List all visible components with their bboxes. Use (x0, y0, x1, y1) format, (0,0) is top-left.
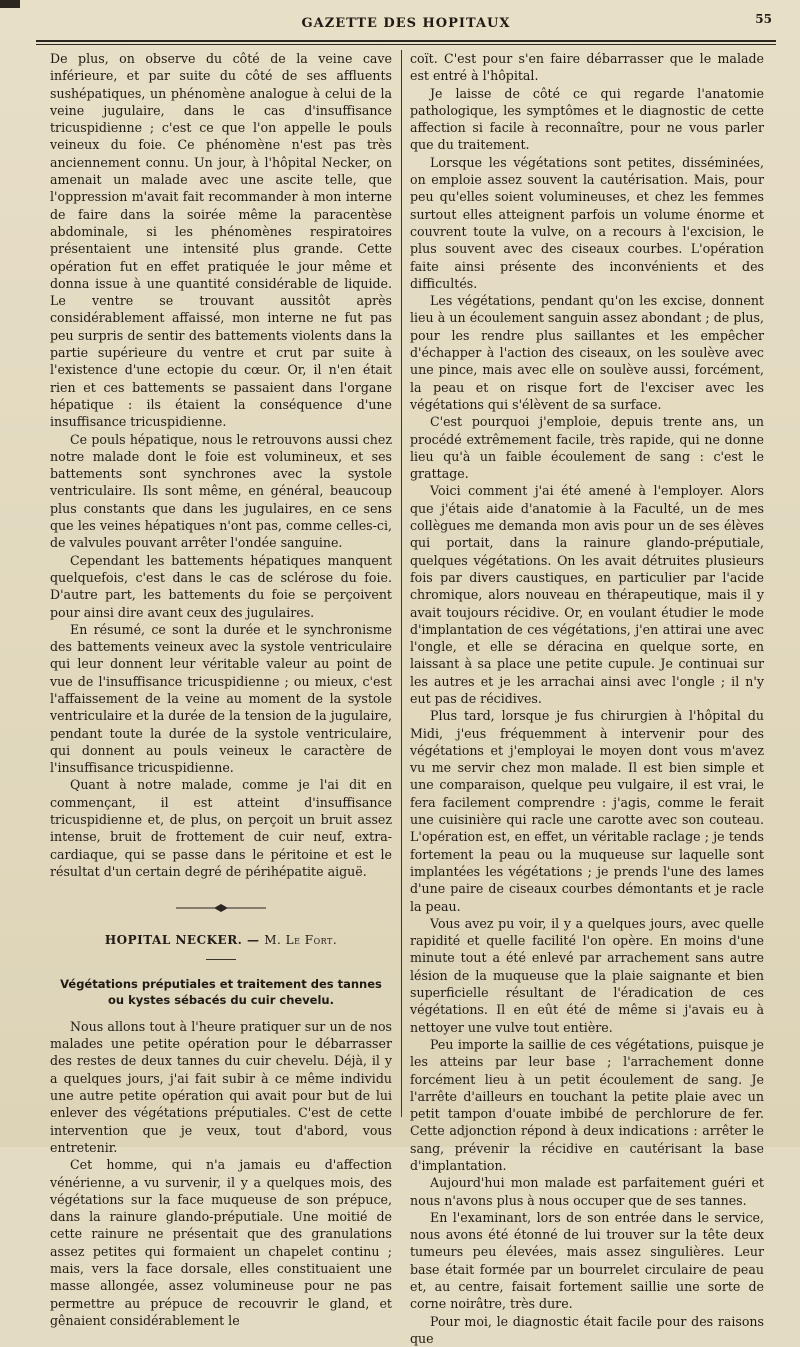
journal-title: GAZETTE DES HOPITAUX (301, 16, 511, 31)
paragraph: Vous avez pu voir, il y a quelques jours, avec quelle rapidité et quelle facilité l'on opère. En moins d'une minute tout a été enlevé par arrachement sans autre lésion de la muqueuse que la plaie saignante et bien superficielle résultant de l'éradication de ces végétations. Il en eût été de même si j'avais eu à nettoyer une vulve tout entière. (410, 915, 764, 1035)
paragraph: Nous allons tout à l'heure pratiquer sur un de nos malades une petite opération pour le débarrasser des restes de deux tannes du cuir chevelu. Déjà, il y a quelques jours, j'ai fait subir à ce même individu une autre petite opération qui avait pour but de lui enlever des végétations préputiales. C'est de cette intervention que je veux, tout d'abord, vous entretenir. (50, 1018, 392, 1155)
header-rule (36, 40, 776, 42)
paragraph: Peu importe la saillie de ces végétations, puisque je les atteins par leur base ; l'arrachement donne forcément lieu à un petit écoulement de sang. Je l'arrête d'ailleurs en touchant la petite plaie avec un petit tampon d'ouate imbibé de perchlorure de fer. Cette adjonction répond à deux indications : arrêter le sang, prévenir la récidive en cautérisant la base d'implantation. (410, 1036, 764, 1173)
paragraph: Lorsque les végétations sont petites, disséminées, on emploie assez souvent la cautérisation. Mais, pour peu qu'elles soient volumineuses, et chez les femmes surtout elles atteignent parfois un volume énorme et couvrent toute la vulve, on a recours à l'excision, le plus souvent avec des ciseaux courbes. L'opération faite ainsi présente des inconvénients et des difficultés. (410, 154, 764, 291)
paragraph: En résumé, ce sont la durée et le synchronisme des battements veineux avec la systole ventriculaire qui leur donnent leur véritable valeur au point de vue de l'insuffisance tricuspidienne ; ou mieux, c'est l'affaissement de la veine au moment de la systole ventriculaire et la durée de la tension de la jugulaire, pendant toute la durée de la systole ventriculaire, qui donnent au pouls veineux le caractère de l'insuffisance tricuspidienne. (50, 621, 392, 776)
paragraph: coït. C'est pour s'en faire débarrasser que le malade est entré à l'hôpital. (410, 51, 764, 84)
paragraph: Plus tard, lorsque je fus chirurgien à l'hôpital du Midi, j'eus fréquemment à intervenir pour des végétations et j'employai le moyen dont vous m'avez vu me servir chez mon malade. Il est bien simple et une comparaison, quelque peu vulgaire, il est vrai, le fera facilement comprendre : j'agis, comme le ferait une cuisinière qui racle une carotte avec son couteau. L'opération est, en effet, un véritable raclage ; je tends fortement la peau ou la muqueuse sur laquelle sont implantées les végétations ; je prends l'une des lames d'une paire de ciseaux courbes démontants et je racle la peau. (410, 708, 764, 914)
paragraph: Quant à notre malade, comme je l'ai dit en commençant, il est atteint d'insuffisance tricuspidienne et, de plus, on perçoit un bruit assez intense, bruit de frottement de cuir neuf, extra-cardiaque, qui se passe dans le péritoine et est le résultat d'un certain degré de périhépatite aiguë. (50, 777, 392, 879)
author-name: M. Le Fort. (264, 932, 338, 947)
heading-rule (206, 959, 236, 960)
paragraph: Les végétations, pendant qu'on les excise, donnent lieu à un écoulement sanguin assez abondant ; de plus, pour les rendre plus saillantes et les empêcher d'échapper à l'action des ciseaux, on les soulève avec une pince, mais avec elle on soulève aussi, forcément, la peau et on risque fort de l'exciser avec les végétations qui s'élèvent de sa surface. (410, 293, 764, 412)
paragraph: Je laisse de côté ce qui regarde l'anatomie pathologique, les symptômes et le diagnostic de cette affection si facile à reconnaître, pour ne vous parler que du traitement. (410, 85, 764, 153)
page-corner-mark (0, 0, 20, 8)
article-title-line: ou kystes sébacés du cuir chevelu. (108, 992, 334, 1007)
section-heading (50, 932, 392, 949)
ornament-separator (176, 900, 266, 917)
paragraph: Cet homme, qui n'a jamais eu d'affection vénérienne, a vu survenir, il y a quelques mois, des végétations sur la face muqueuse de son prépuce, dans la rainure glando-préputiale. Une moitié de cette rainure ne présentait que des granulations assez petites qui formaient un chapelet continu ; mais, vers la face dorsale, elles constituaient une masse allongée, assez volumineuse pour ne pas permettre au prépuce de recouvrir le gland, et gênaient considérablement le (50, 1157, 392, 1328)
hospital-name: HOPITAL NECKER. — (104, 932, 265, 947)
paragraph: Ce pouls hépatique, nous le retrouvons aussi chez notre malade dont le foie est volumineux, et ses battements sont synchrones avec la systole ventriculaire. Ils sont même, en général, beaucoup plus constants que dans les jugulaires, en ce sens que les veines hépatiques n'ont pas, comme celles-ci, de valvules pouvant arrêter l'ondée sanguine. (50, 431, 392, 551)
left-column (50, 50, 392, 1328)
paragraph: En l'examinant, lors de son entrée dans le service, nous avons été étonné de lui trouver sur la tête deux tumeurs peu élevées, mais assez singulières. Leur base était formée par un bourrelet circulaire de peau et, au centre, faisait fortement saillie une sorte de corne noirâtre, très dure. (410, 1209, 764, 1312)
page-number: 55 (755, 12, 772, 26)
paragraph: Voici comment j'ai été amené à l'employer. Alors que j'étais aide d'anatomie à la Faculté, un de mes collègues me demanda mon avis pour un de ses élèves qui portait, dans la rainure glando-préputiale, quelques végétations. On les avait détruites plusieurs fois par divers caustiques, en particulier par l'acide chromique, alors nouveau en thérapeutique, mais il y avait toujours récidive. Or, en voulant étudier le mode d'implantation de ces végétations, j'en attirai une avec l'ongle, et elle se déracina en quelque sorte, en laissant à sa place une petite cupule. Je continuai sur les autres et je les arrachai ainsi avec l'ongle ; il n'y eut pas de récidives. (410, 483, 764, 706)
right-column (410, 50, 764, 1346)
article-title-line: Végétations préputiales et traitement des tannes (60, 976, 382, 991)
paragraph: C'est pourquoi j'emploie, depuis trente ans, un procédé extrêmement facile, très rapide, qui ne donne lieu qu'à un faible écoulement de sang : c'est le grattage. (410, 414, 764, 482)
article-title (50, 976, 392, 1008)
page-header (36, 10, 776, 40)
paragraph: Cependant les battements hépatiques manquent quelquefois, c'est dans le cas de sclérose du foie. D'autre part, les battements du foie se perçoivent pour ainsi dire avant ceux des jugulaires. (50, 552, 392, 620)
paragraph: Aujourd'hui mon malade est parfaitement guéri et nous n'avons plus à nous occuper que de ses tannes. (410, 1175, 764, 1208)
header-rule-thin (36, 44, 776, 45)
paragraph: Pour moi, le diagnostic était facile pour des raisons que (410, 1313, 764, 1346)
column-divider (401, 50, 402, 1117)
paragraph: De plus, on observe du côté de la veine cave inférieure, et par suite du côté de ses affluents sushépatiques, un phénomène analogue à celui de la veine jugulaire, dans le cas d'insuffisance tricuspidienne ; c'est ce que l'on appelle le pouls veineux du foie. Ce phénomène n'est pas très anciennement connu. Un jour, à l'hôpital Necker, on amenait un malade avec une ascite telle, que l'oppression m'avait fait recommander à mon interne de faire dans la soirée même la paracentèse abdominale, si les phénomènes respiratoires présentaient une intensité plus grande. Cette opération fut en effet pratiquée le jour même et donna issue à une quantité considérable de liquide. Le ventre se trouvant aussitôt après considérablement affaissé, mon interne ne fut pas peu surpris de sentir des battements violents dans la partie supérieure du ventre et crut par suite à l'existence d'une ectopie du cœur. Or, il n'en était rien et ces battements se passaient dans l'organe hépatique : ils étaient la conséquence d'une insuffisance tricuspidienne. (50, 51, 392, 430)
